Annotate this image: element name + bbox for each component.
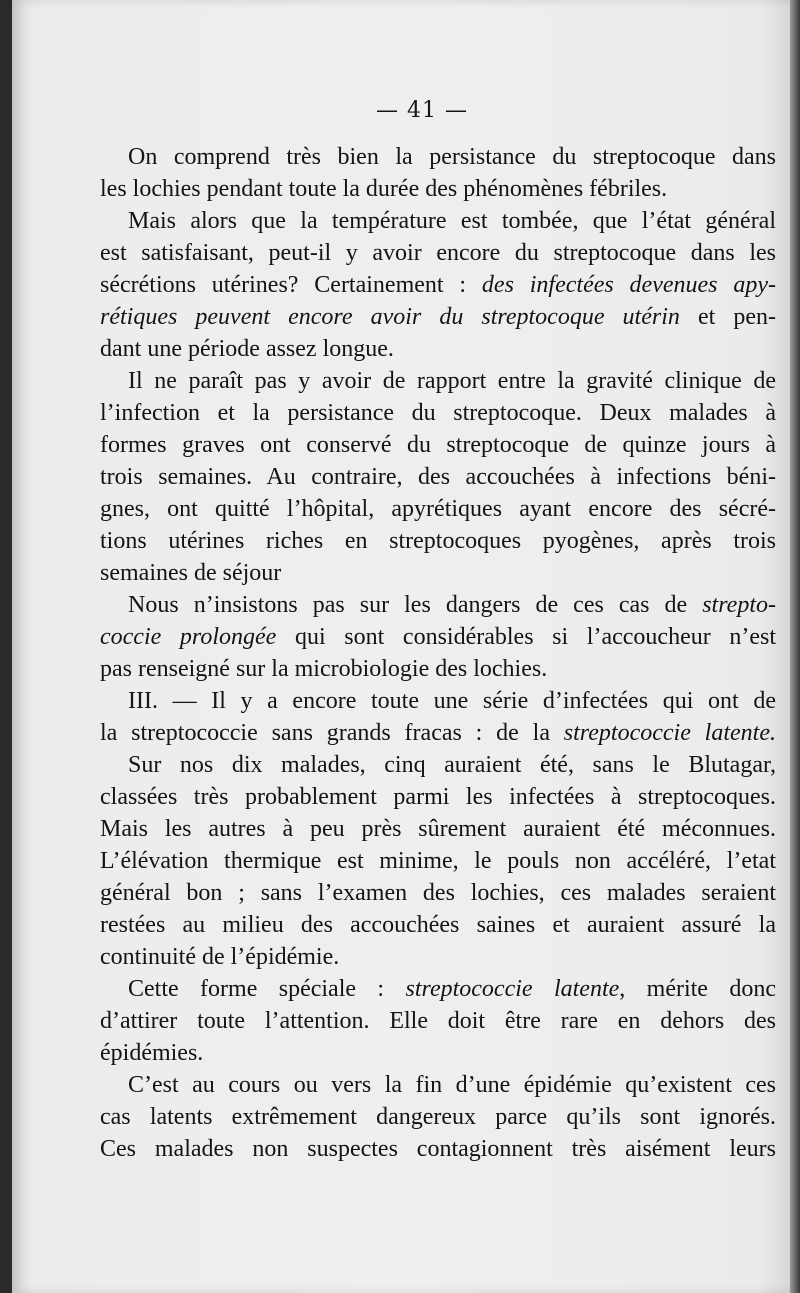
text-line: tions utérines riches en streptocoques pyogènes, après trois — [100, 528, 776, 554]
italic-run: streptococcie latente. — [563, 720, 776, 746]
text-line: Mais les autres à peu près sûrement auraient été méconnues. — [100, 816, 776, 842]
text-line — [100, 269, 776, 301]
text-line — [100, 973, 776, 1005]
text-line — [100, 301, 776, 333]
text-line: III. — Il y a encore toute une série d’infectées qui ont de — [128, 688, 776, 714]
text-line — [100, 589, 776, 621]
text-line — [100, 717, 776, 749]
text-line: L’élévation thermique est minime, le pouls non accéléré, l’etat — [100, 848, 776, 874]
italic-run: coccie prolongée — [100, 624, 277, 650]
italic-run: des infectées devenues apy- — [481, 272, 776, 298]
text-line: cas latents extrêmement dangereux parce qu’ils sont ignorés. — [100, 1104, 776, 1130]
text-run: Nous n’insistons pas sur les dangers de ces cas de — [128, 592, 703, 618]
text-line: Mais alors que la température est tombée, que l’état général — [128, 208, 776, 234]
text-line: trois semaines. Au contraire, des accouchées à infections béni- — [100, 464, 776, 490]
text-line: classées très probablement parmi les infectées à streptocoques. — [100, 784, 776, 810]
text-line: Sur nos dix malades, cinq auraient été, sans le Blutagar, — [128, 752, 776, 778]
text-run: la streptococcie sans grands fracas : de la — [100, 720, 564, 746]
text-line: pas renseigné sur la microbiologie des lochies. — [100, 656, 548, 682]
text-run: et pen- — [679, 304, 777, 330]
paragraph-4 — [100, 589, 776, 685]
text-line: Ces malades non suspectes contagionnent très aisément leurs — [100, 1136, 776, 1162]
text-line: formes graves ont conservé du streptocoque de quinze jours à — [100, 432, 776, 458]
paragraph-7 — [100, 973, 776, 1069]
page-number: — 41 — — [376, 98, 468, 123]
paragraph-8 — [100, 1069, 776, 1165]
italic-run: strepto- — [702, 592, 776, 618]
text-line: épidémies. — [100, 1040, 204, 1066]
text-line: semaines de séjour — [100, 560, 282, 586]
text-run: , mérite donc — [619, 976, 777, 1002]
text-run: qui sont considérables si l’accoucheur n’est — [276, 624, 777, 650]
paragraph-1 — [100, 141, 776, 205]
italic-run: streptococcie latente — [405, 976, 620, 1002]
paragraph-6 — [100, 749, 776, 973]
paragraph-5 — [100, 685, 776, 749]
text-line: général bon ; sans l’examen des lochies, ces malades seraient — [100, 880, 776, 906]
italic-run: rétiques peuvent encore avoir du streptocoque utérin — [100, 304, 680, 330]
text-line: les lochies pendant toute la durée des phénomènes fébriles. — [100, 176, 668, 202]
text-line: dant une période assez longue. — [100, 336, 394, 362]
text-run: Cette forme spéciale : — [128, 976, 406, 1002]
book-page — [12, 0, 790, 1293]
paragraph-2 — [100, 205, 776, 365]
text-line: restées au milieu des accouchées saines et auraient assuré la — [100, 912, 776, 938]
text-line: On comprend très bien la persistance du streptocoque dans — [128, 144, 776, 170]
text-line: continuité de l’épidémie. — [100, 944, 340, 970]
text-line: est satisfaisant, peut-il y avoir encore du streptocoque dans les — [100, 240, 776, 266]
text-line: Il ne paraît pas y avoir de rapport entre la gravité clinique de — [128, 368, 776, 394]
text-line: d’attirer toute l’attention. Elle doit être rare en dehors des — [100, 1008, 776, 1034]
text-line — [100, 621, 776, 653]
text-line: gnes, ont quitté l’hôpital, apyrétiques ayant encore des sécré- — [100, 496, 776, 522]
body-text — [100, 141, 776, 1165]
text-line: C’est au cours ou vers la fin d’une épidémie qu’existent ces — [128, 1072, 776, 1098]
text-line: l’infection et la persistance du streptocoque. Deux malades à — [100, 400, 776, 426]
page-edge-shadow — [790, 0, 800, 1293]
paragraph-3 — [100, 365, 776, 589]
text-run: sécrétions utérines? Certainement : — [100, 272, 482, 298]
